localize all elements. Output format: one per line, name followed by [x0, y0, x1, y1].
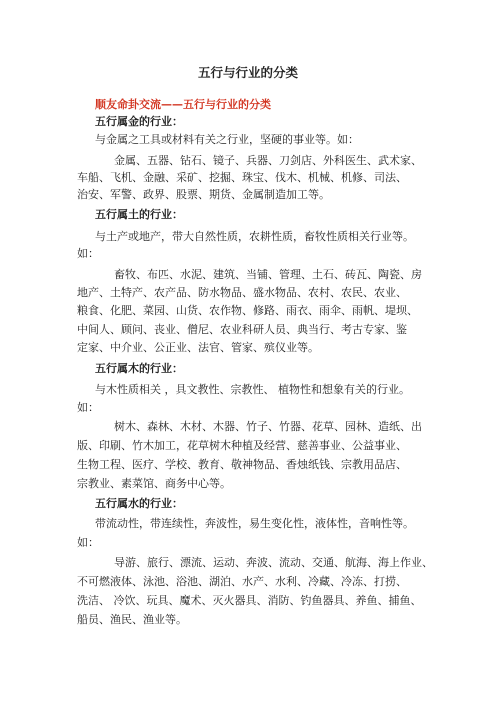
body-line: 版、印刷、竹木加工，花草树木种植及经营、慈善事业、公益事业、 — [77, 439, 407, 452]
section-desc-earth-cont: 如： — [77, 247, 99, 260]
document-title: 五行与行业的分类 — [197, 65, 298, 80]
body-line: 定家、中介业、公正业、法官、管家、殡仪业等。 — [77, 341, 319, 354]
section-heading-earth: 五行属土的行业： — [95, 208, 183, 221]
body-line: 治安、军警、政界、股票、期货、金属制造加工等。 — [77, 188, 330, 201]
body-line: 船员、渔民、渔业等。 — [77, 613, 187, 626]
body-line: 畜牧、布匹、水泥、建筑、当铺、管理、土石、砖瓦、陶瓷、房 — [114, 268, 422, 281]
body-line: 粮食、化肥、菜园、山货、农作物、修路、雨衣、雨伞、雨帆、堤坝、 — [77, 304, 418, 317]
section-desc-wood: 与木性质相关 ，具文教性、宗教性、 植物性和想象有关的行业。 — [95, 383, 410, 396]
section-desc-earth: 与土产或地产，带大自然性质，农耕性质，畜牧性质相关行业等。 — [95, 230, 414, 243]
body-line: 不可燃液体、泳池、浴池、湖泊、水产、水利、冷藏、冷冻、打捞、 — [77, 575, 407, 588]
body-line: 地产、土特产、农产品、防水物品、盛水物品、农村、农民、农业、 — [77, 286, 407, 299]
section-heading-metal: 五行属金的行业： — [95, 115, 183, 128]
section-desc-metal: 与金属之工具或材料有关之行业，坚硬的事业等。如： — [95, 133, 359, 146]
body-line: 树木、森林、木材、木器、竹子、竹器、花草、园林、造纸、出 — [114, 420, 422, 433]
section-heading-water: 五行属水的行业： — [95, 497, 183, 510]
body-line: 生物工程、医疗、学校、教育、敬神物品、香烛纸钱、宗教用品店、 — [77, 458, 407, 471]
body-line: 中间人、顾问、丧业、僧尼、农业科研人员、典当行、考古专家、鉴 — [77, 323, 407, 336]
section-desc-water-cont: 如： — [77, 536, 99, 549]
section-desc-wood-cont: 如： — [77, 401, 99, 414]
section-heading-wood: 五行属木的行业： — [95, 362, 183, 375]
body-line: 洗洁、 冷饮、玩具、魔术、灭火器具、消防、钓鱼器具、养鱼、捕鱼、 — [77, 594, 422, 607]
body-line: 宗教业、素菜馆、商务中心等。 — [77, 477, 231, 490]
body-line: 车船、飞机、金融、采矿、挖掘、珠宝、伐木、机械、机修、司法、 — [77, 171, 407, 184]
body-line: 导游、旅行、漂流、运动、奔波、流动、交通、航海、海上作业、 — [114, 556, 433, 569]
body-line: 金属、五器、钻石、镜子、兵器、刀剑店、外科医生、武术家、 — [114, 154, 422, 167]
document-subtitle: 顺友命卦交流——五行与行业的分类 — [95, 98, 271, 111]
section-desc-water: 带流动性，带连续性，奔波性，易生变化性，液体性，音响性等。 — [95, 517, 414, 530]
